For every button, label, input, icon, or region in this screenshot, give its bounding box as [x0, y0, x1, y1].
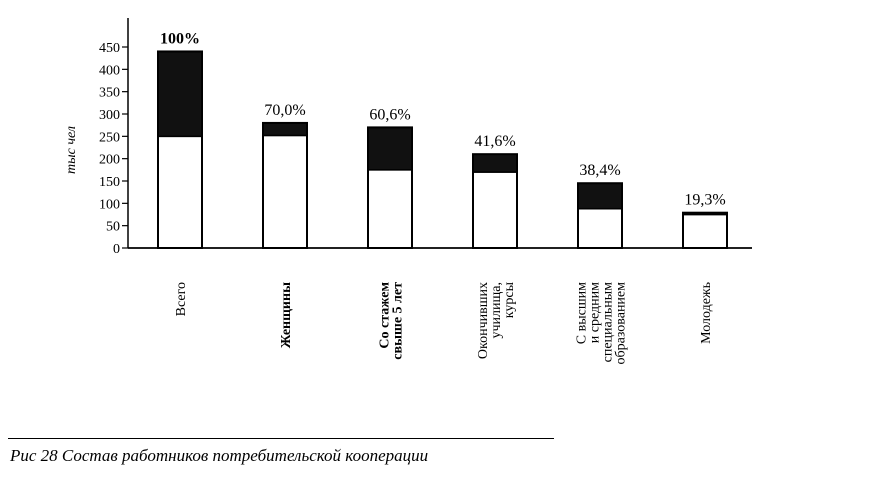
- category-label: специальным: [600, 282, 616, 363]
- category-label: образованием: [613, 282, 629, 365]
- y-tick-labels: [99, 41, 120, 257]
- bar-segment-upper: [263, 123, 307, 136]
- category-label: Молодежь: [699, 282, 714, 344]
- y-tick-label: 250: [99, 130, 120, 146]
- percent-label: 38,4%: [579, 162, 621, 180]
- category-label-group: [476, 281, 517, 359]
- y-tick-label: 350: [99, 85, 120, 101]
- bar-segment-lower: [158, 136, 202, 248]
- percent-label: 60,6%: [369, 106, 411, 124]
- y-tick-label: 100: [99, 197, 120, 213]
- category-label: и средним: [587, 282, 603, 344]
- category-label: курсы: [502, 282, 517, 319]
- bar-segment-lower: [368, 170, 412, 248]
- y-tick-label: 150: [99, 175, 120, 190]
- category-label: Всего: [174, 282, 189, 317]
- bar-segment-upper: [473, 154, 517, 172]
- y-tick-label: 0: [113, 242, 120, 257]
- category-label-group: [279, 282, 294, 348]
- y-tick-label: 450: [99, 41, 120, 56]
- category-label: С высшим: [574, 282, 590, 345]
- y-tick-label: 200: [99, 152, 120, 168]
- bar-segment-lower: [578, 209, 622, 248]
- category-label: Со стажем: [377, 282, 393, 349]
- percent-label: 100%: [160, 30, 200, 48]
- chart-axes: [122, 18, 752, 248]
- bar-segment-lower: [263, 135, 307, 248]
- y-tick-label: 400: [99, 63, 120, 79]
- figure-caption: Рис 28 Состав работников потребительской кооперации: [10, 446, 429, 465]
- bar-series: [158, 51, 727, 248]
- y-tick-label: 300: [99, 108, 120, 123]
- percent-labels: [160, 30, 726, 208]
- bar-segment-upper: [368, 127, 412, 169]
- category-label: Женщины: [279, 282, 294, 349]
- y-axis-label: тыс чел: [64, 126, 79, 174]
- percent-label: 41,6%: [474, 133, 516, 151]
- category-label-group: [699, 282, 714, 344]
- caption-divider: [8, 438, 554, 439]
- category-label: свыше 5 лет: [390, 282, 406, 360]
- category-label-group: [575, 282, 629, 365]
- bar-segment-upper: [578, 183, 622, 208]
- category-label-group: [174, 282, 189, 316]
- percent-label: 19,3%: [684, 191, 726, 209]
- percent-label: 70,0%: [264, 101, 306, 119]
- category-label-group: [378, 282, 406, 360]
- category-label: училища,: [489, 282, 504, 339]
- bar-segment-upper: [158, 51, 202, 136]
- category-label: Окончивших: [476, 282, 491, 360]
- category-labels: [174, 281, 714, 364]
- bar-segment-lower: [473, 172, 517, 248]
- y-tick-label: 50: [106, 219, 120, 235]
- bar-segment-lower: [683, 215, 727, 249]
